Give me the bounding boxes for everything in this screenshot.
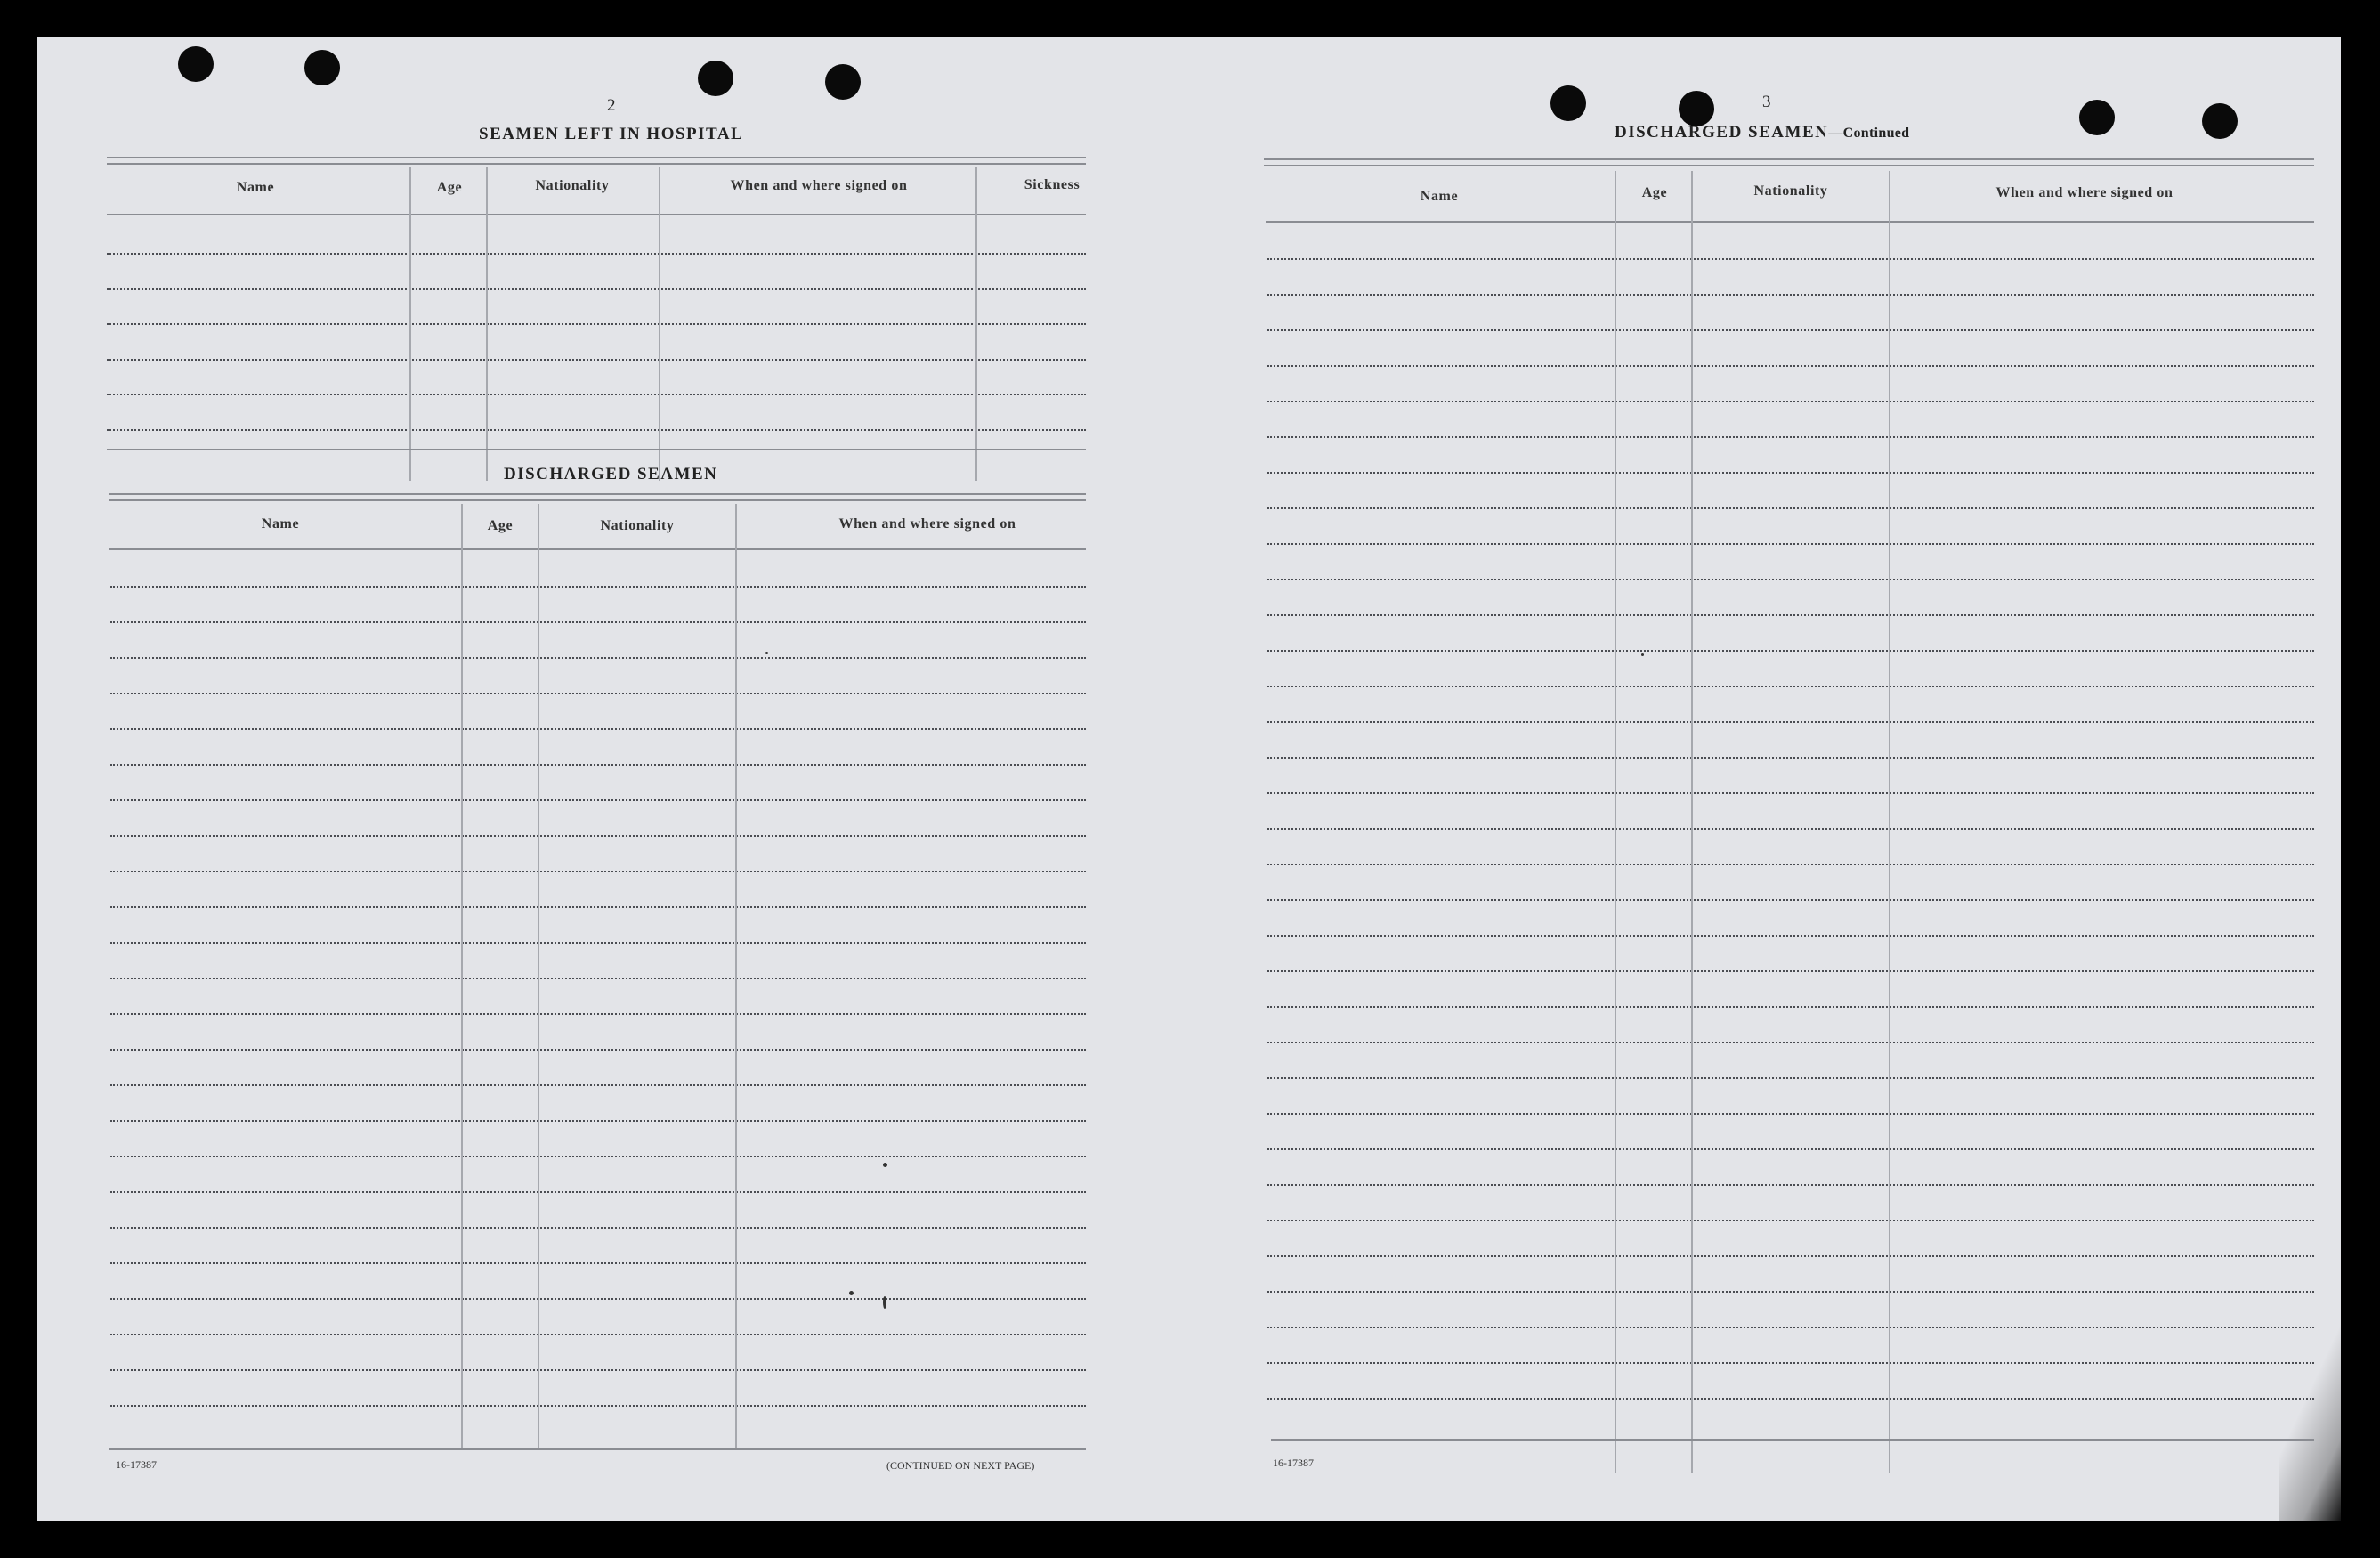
- column-header-sickness: Sickness: [1024, 177, 1081, 192]
- ink-speck: [883, 1163, 887, 1167]
- ruled-line: [1267, 507, 2314, 509]
- ruled-line: [110, 657, 1086, 659]
- ruled-line: [1267, 1398, 2314, 1400]
- ink-speck: [765, 652, 768, 654]
- ink-speck: [1641, 653, 1644, 656]
- title-text: DISCHARGED SEAMEN: [1615, 123, 1829, 142]
- column-header-nationality: Nationality: [600, 518, 675, 533]
- ruled-line: [1267, 1006, 2314, 1008]
- punch-hole: [304, 50, 340, 85]
- ruled-line: [110, 1120, 1086, 1122]
- ruled-line: [110, 1191, 1086, 1193]
- punch-hole: [698, 61, 733, 96]
- ruled-line: [110, 1405, 1086, 1407]
- ruled-line: [1267, 329, 2314, 331]
- ruled-line: [110, 1013, 1086, 1015]
- ruled-line: [1267, 721, 2314, 723]
- section-title-hospital: SEAMEN LEFT IN HOSPITAL: [479, 125, 744, 143]
- ruled-line: [1267, 935, 2314, 937]
- ruled-line: [110, 764, 1086, 766]
- section-title-discharged-continued: [1615, 123, 1909, 142]
- section-title-discharged: DISCHARGED SEAMEN: [504, 465, 718, 483]
- ruled-line: [1267, 365, 2314, 367]
- punch-hole: [1550, 85, 1586, 121]
- column-header-name: Name: [236, 180, 275, 195]
- ruled-line: [1267, 1113, 2314, 1115]
- column-header-age: Age: [487, 518, 514, 533]
- column-header-age: Age: [1641, 185, 1668, 200]
- column-header-name: Name: [1420, 189, 1459, 204]
- ruled-line: [1267, 1362, 2314, 1364]
- ruled-line: [107, 253, 1086, 255]
- ruled-line: [1267, 1042, 2314, 1043]
- ruled-line: [107, 394, 1086, 395]
- punch-hole: [1679, 91, 1714, 126]
- ruled-line: [1267, 970, 2314, 972]
- column-header-name: Name: [261, 516, 300, 532]
- column-header-when-where: When and where signed on: [1995, 185, 2174, 200]
- ruled-line: [110, 586, 1086, 588]
- ruled-line: [110, 621, 1086, 623]
- punch-hole: [178, 46, 214, 82]
- ruled-line: [107, 323, 1086, 325]
- ruled-line: [1267, 792, 2314, 794]
- ruled-line: [1267, 1220, 2314, 1221]
- page-number: 2: [607, 96, 616, 115]
- ruled-line: [1267, 579, 2314, 580]
- ruled-line: [110, 799, 1086, 801]
- page-edge-shadow: [2279, 1325, 2341, 1521]
- ruled-line: [1267, 401, 2314, 402]
- ink-speck: [883, 1296, 886, 1309]
- page-number: 3: [1762, 93, 1771, 111]
- ruled-line: [110, 1369, 1086, 1371]
- form-sheet: [37, 37, 2341, 1521]
- continued-note: (CONTINUED ON NEXT PAGE): [886, 1459, 1035, 1472]
- ruled-line: [1267, 258, 2314, 260]
- ruled-line: [1267, 899, 2314, 901]
- ruled-line: [1267, 543, 2314, 545]
- ruled-line: [110, 1298, 1086, 1300]
- column-header-nationality: Nationality: [535, 178, 610, 193]
- ruled-line: [110, 1049, 1086, 1051]
- column-header-when-where: When and where signed on: [730, 178, 908, 193]
- ruled-line: [1267, 614, 2314, 616]
- ruled-line: [110, 1227, 1086, 1229]
- ruled-line: [110, 835, 1086, 837]
- ink-speck: [849, 1291, 854, 1295]
- ruled-line: [1267, 757, 2314, 759]
- ruled-line: [1267, 864, 2314, 865]
- ruled-line: [107, 359, 1086, 361]
- ruled-line: [1267, 828, 2314, 830]
- ruled-line: [107, 288, 1086, 290]
- ruled-line: [110, 871, 1086, 872]
- ruled-line: [1267, 1291, 2314, 1293]
- ruled-line: [110, 1262, 1086, 1264]
- column-header-nationality: Nationality: [1753, 183, 1828, 199]
- ruled-line: [110, 1334, 1086, 1335]
- ruled-line: [1267, 1077, 2314, 1079]
- punch-hole: [2202, 103, 2238, 139]
- form-number: 16-17387: [1273, 1457, 1314, 1469]
- punch-hole: [825, 64, 861, 100]
- ruled-line: [110, 978, 1086, 979]
- ruled-line: [110, 1084, 1086, 1086]
- ruled-line: [110, 728, 1086, 730]
- form-number: 16-17387: [116, 1458, 157, 1471]
- ruled-line: [1267, 686, 2314, 687]
- ruled-line: [107, 429, 1086, 431]
- ruled-line: [1267, 294, 2314, 296]
- title-suffix: —Continued: [1828, 126, 1910, 141]
- punch-hole: [2079, 100, 2115, 135]
- ruled-line: [110, 942, 1086, 944]
- ruled-line: [110, 1156, 1086, 1157]
- column-header-age: Age: [436, 180, 463, 195]
- ruled-line: [1267, 436, 2314, 438]
- column-header-when-where: When and where signed on: [838, 516, 1016, 532]
- ruled-line: [1267, 650, 2314, 652]
- ruled-line: [1267, 472, 2314, 474]
- ruled-line: [110, 693, 1086, 694]
- ruled-line: [1267, 1148, 2314, 1150]
- ruled-line: [110, 906, 1086, 908]
- ruled-line: [1267, 1184, 2314, 1186]
- ruled-line: [1267, 1327, 2314, 1328]
- ruled-line: [1267, 1255, 2314, 1257]
